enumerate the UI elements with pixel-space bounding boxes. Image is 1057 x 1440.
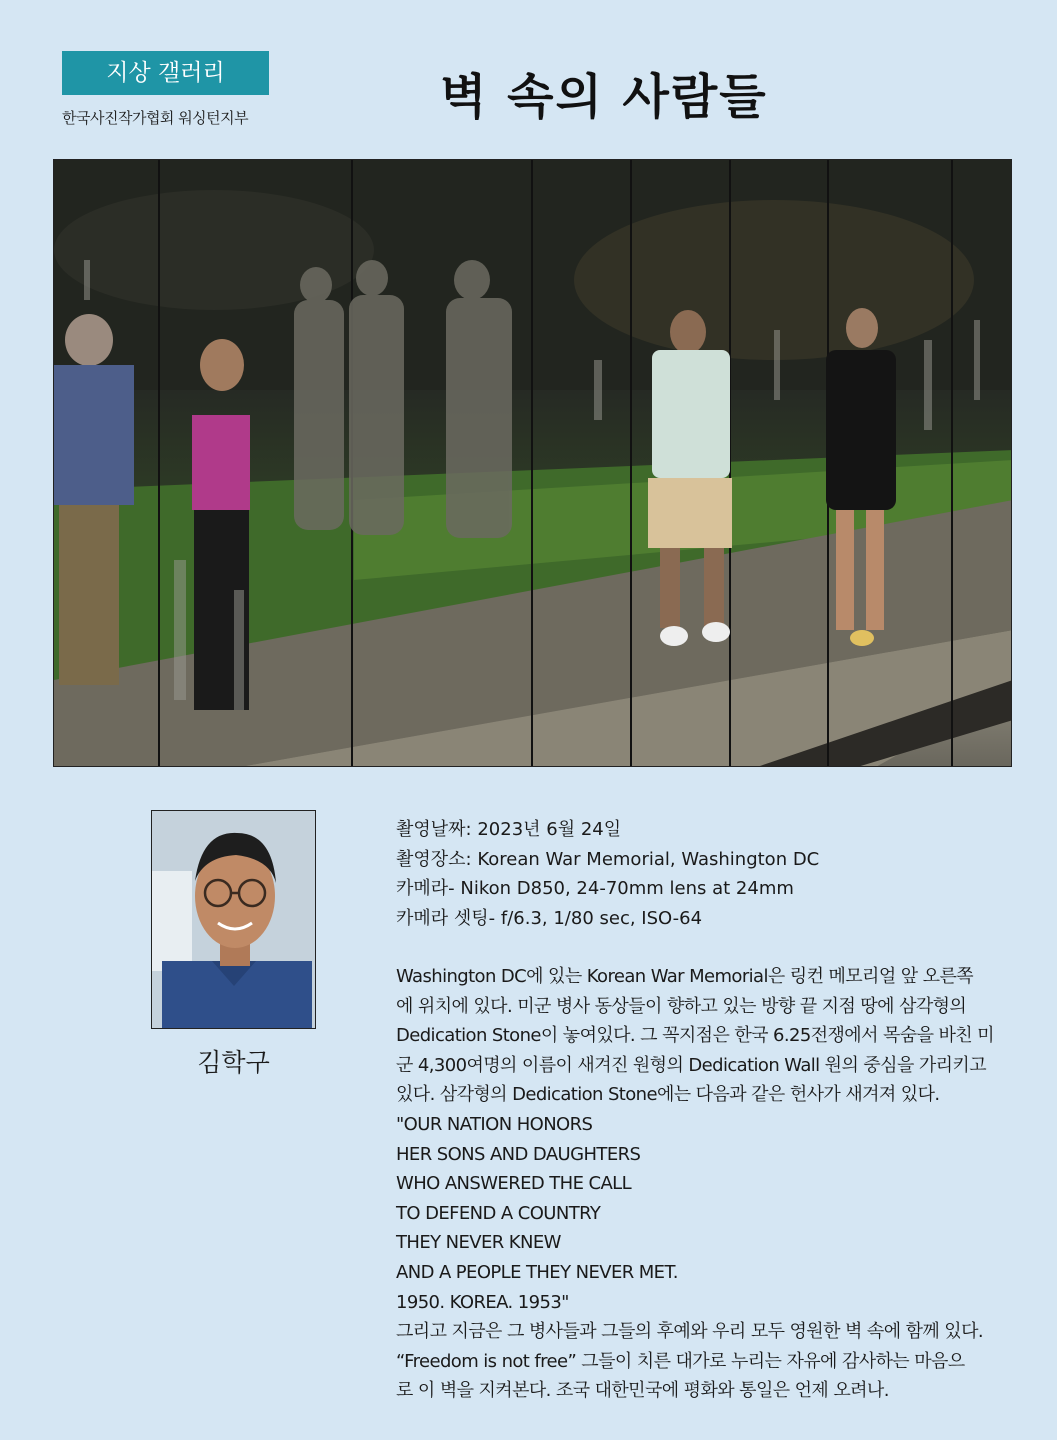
body-line: Washington DC에 있는 Korean War Memorial은 링컨 메모리얼 앞 오른쪽	[396, 966, 974, 987]
body-line: 있다. 삼각형의 Dedication Stone에는 다음과 같은 헌사가 새겨져 있다.	[396, 1084, 940, 1106]
photographer-name: 김학구	[197, 1048, 270, 1077]
inscription-line: AND A PEOPLE THEY NEVER MET.	[396, 1261, 678, 1283]
article-body	[396, 962, 994, 1406]
body-line: “Freedom is not free” 그들이 치른 대가로 누리는 자유에 감사하는 마음으	[396, 1350, 965, 1372]
body-line: 군 4,300여명의 이름이 새겨진 원형의 Dedication Wall 원의 중심을 가리키고	[396, 1054, 987, 1076]
section-tag: 지상 갤러리	[62, 51, 269, 95]
camera-info: 카메라- Nikon D850, 24-70mm lens at 24mm	[396, 878, 794, 899]
photographer-portrait	[151, 810, 316, 1029]
body-line: Dedication Stone이 놓여있다. 그 꼭지점은 한국 6.25전쟁에서 목숨을 바친 미	[396, 1025, 994, 1047]
page-title: 벽 속의 사람들	[440, 69, 768, 125]
inscription-line: 1950. KOREA. 1953"	[396, 1291, 569, 1313]
camera-settings: 카메라 셋팅- f/6.3, 1/80 sec, ISO-64	[396, 907, 703, 929]
inscription-line: "OUR NATION HONORS	[396, 1113, 593, 1135]
shooting-location: 촬영장소: Korean War Memorial, Washington DC	[396, 848, 820, 870]
organization-name: 한국사진작가협회 워싱턴지부	[62, 109, 249, 127]
inscription-line: WHO ANSWERED THE CALL	[396, 1173, 632, 1195]
shooting-date: 촬영날짜: 2023년 6월 24일	[396, 819, 622, 840]
inscription-line: TO DEFEND A COUNTRY	[396, 1202, 601, 1224]
body-line: 로 이 벽을 지켜본다. 조국 대한민국에 평화와 통일은 언제 오려나.	[396, 1380, 889, 1402]
inscription-line: HER SONS AND DAUGHTERS	[396, 1143, 641, 1165]
main-photo	[53, 159, 1012, 767]
portrait-window	[152, 871, 192, 971]
photo-metadata	[396, 815, 819, 933]
body-line: 에 위치에 있다. 미군 병사 동상들이 향하고 있는 방향 끝 지점 땅에 삼각형의	[396, 995, 967, 1017]
inscription-line: THEY NEVER KNEW	[396, 1232, 561, 1254]
body-line: 그리고 지금은 그 병사들과 그들의 후예와 우리 모두 영원한 벽 속에 함께 있다.	[396, 1321, 984, 1343]
